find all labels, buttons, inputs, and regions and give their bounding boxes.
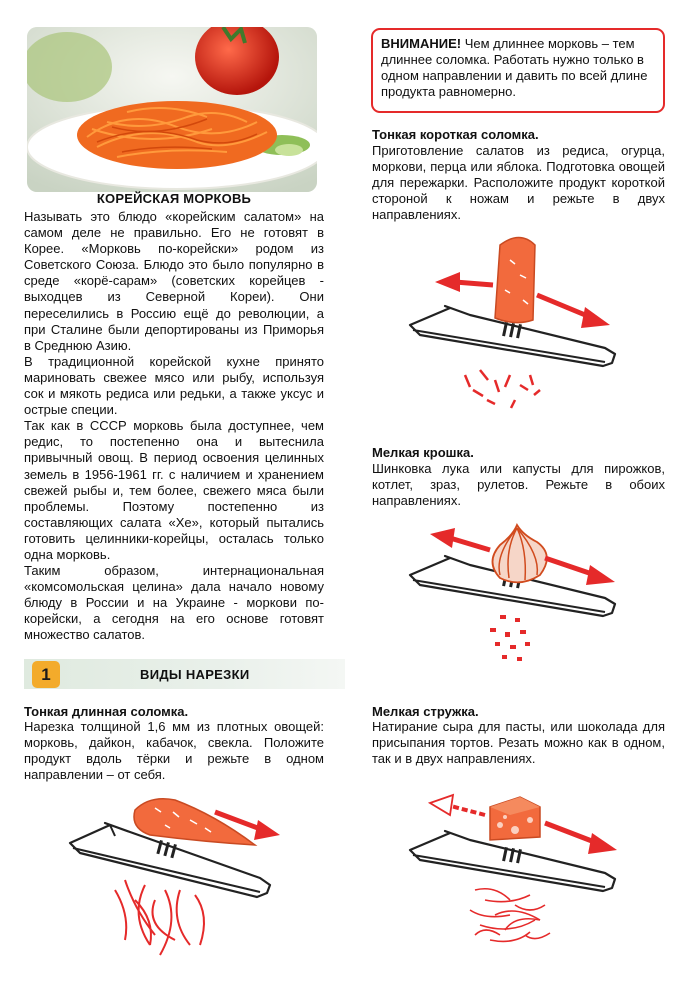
- item-text-fine-shavings: Натирание сыра для пасты, или шоколада для присыпания тортов. Резать можно как в одном, так и в двух направлениях.: [372, 719, 665, 767]
- article-paragraph-2: В традиционной корейской кухне принято мариновать свежее мясо или рыбу, используя сок и мякоть редиса или редьки, а также уксус и острые специи.: [24, 353, 324, 418]
- article-paragraph-4: Таким образом, интернациональная «комсомольская целина» дала начало новому блюду в России и на Украине - моркови по-корейски, а сегодня на его основе готовят множество салатов.: [24, 563, 324, 643]
- article-paragraph-3: Так как в СССР морковь была доступнее, чем редис, то постепенно она и вытеснила привычный овощ. В период освоения целинных земель в 1956-1961 гг. с наличием и хранением свежей рыбы и, тем более, свежего мяса были проблемы. Поэтому постепенно из составляющих салата «Хе», который пытались готовить целинники-корейцы, осталась только одна морковь.: [24, 418, 324, 562]
- article-body: [24, 209, 324, 644]
- section-title: ВИДЫ НАРЕЗКИ: [140, 667, 250, 682]
- warning-text: Чем длиннее морковь – тем длиннее соломка. Работать нужно только в одном направлении и давить по всей длине продукта равномерно.: [381, 36, 648, 100]
- item-title-short-julienne: Тонкая короткая соломка.: [372, 127, 539, 142]
- warning-box: [371, 28, 665, 113]
- illustration-short-julienne: [405, 230, 645, 425]
- article-title: КОРЕЙСКАЯ МОРКОВЬ: [96, 191, 252, 206]
- item-title-long-julienne: Тонкая длинная соломка.: [24, 704, 189, 719]
- illustration-fine-crumb: [405, 520, 645, 675]
- illustration-fine-shavings: [405, 795, 645, 980]
- illustration-long-julienne: [55, 790, 295, 995]
- salad-photo: [27, 27, 317, 192]
- section-number-badge: 1: [32, 661, 60, 688]
- item-title-fine-crumb: Мелкая крошка.: [372, 445, 474, 460]
- item-text-fine-crumb: Шинковка лука или капусты для пирожков, котлет, зраз, рулетов. Режьте в обоих направлениях.: [372, 461, 665, 509]
- item-text-long-julienne: Нарезка толщиной 1,6 мм из плотных овощей: морковь, дайкон, кабачок, свекла. Положите продукт вдоль тёрки и режьте в одном направлении – от себя.: [24, 719, 324, 783]
- item-text-short-julienne: Приготовление салатов из редиса, огурца, моркови, перца или яблока. Подготовка овощей для пережарки. Расположите продукт короткой стороной к ножам и режьте в двух направлениях.: [372, 143, 665, 223]
- article-paragraph-1: Называть это блюдо «корейским салатом» на самом деле не правильно. Его не готовят в Корее. «Морковь по-корейски» родом из Советского Союза. Блюдо это было популярно в среде «корё-сарам» (советских корейцев - выходцев из Северной Кореи). Они переселились в Россию ещё до революции, а при Сталине были депортированы из Приморья в Среднюю Азию.: [24, 209, 324, 353]
- item-title-fine-shavings: Мелкая стружка.: [372, 704, 479, 719]
- warning-lead: ВНИМАНИЕ!: [381, 36, 462, 51]
